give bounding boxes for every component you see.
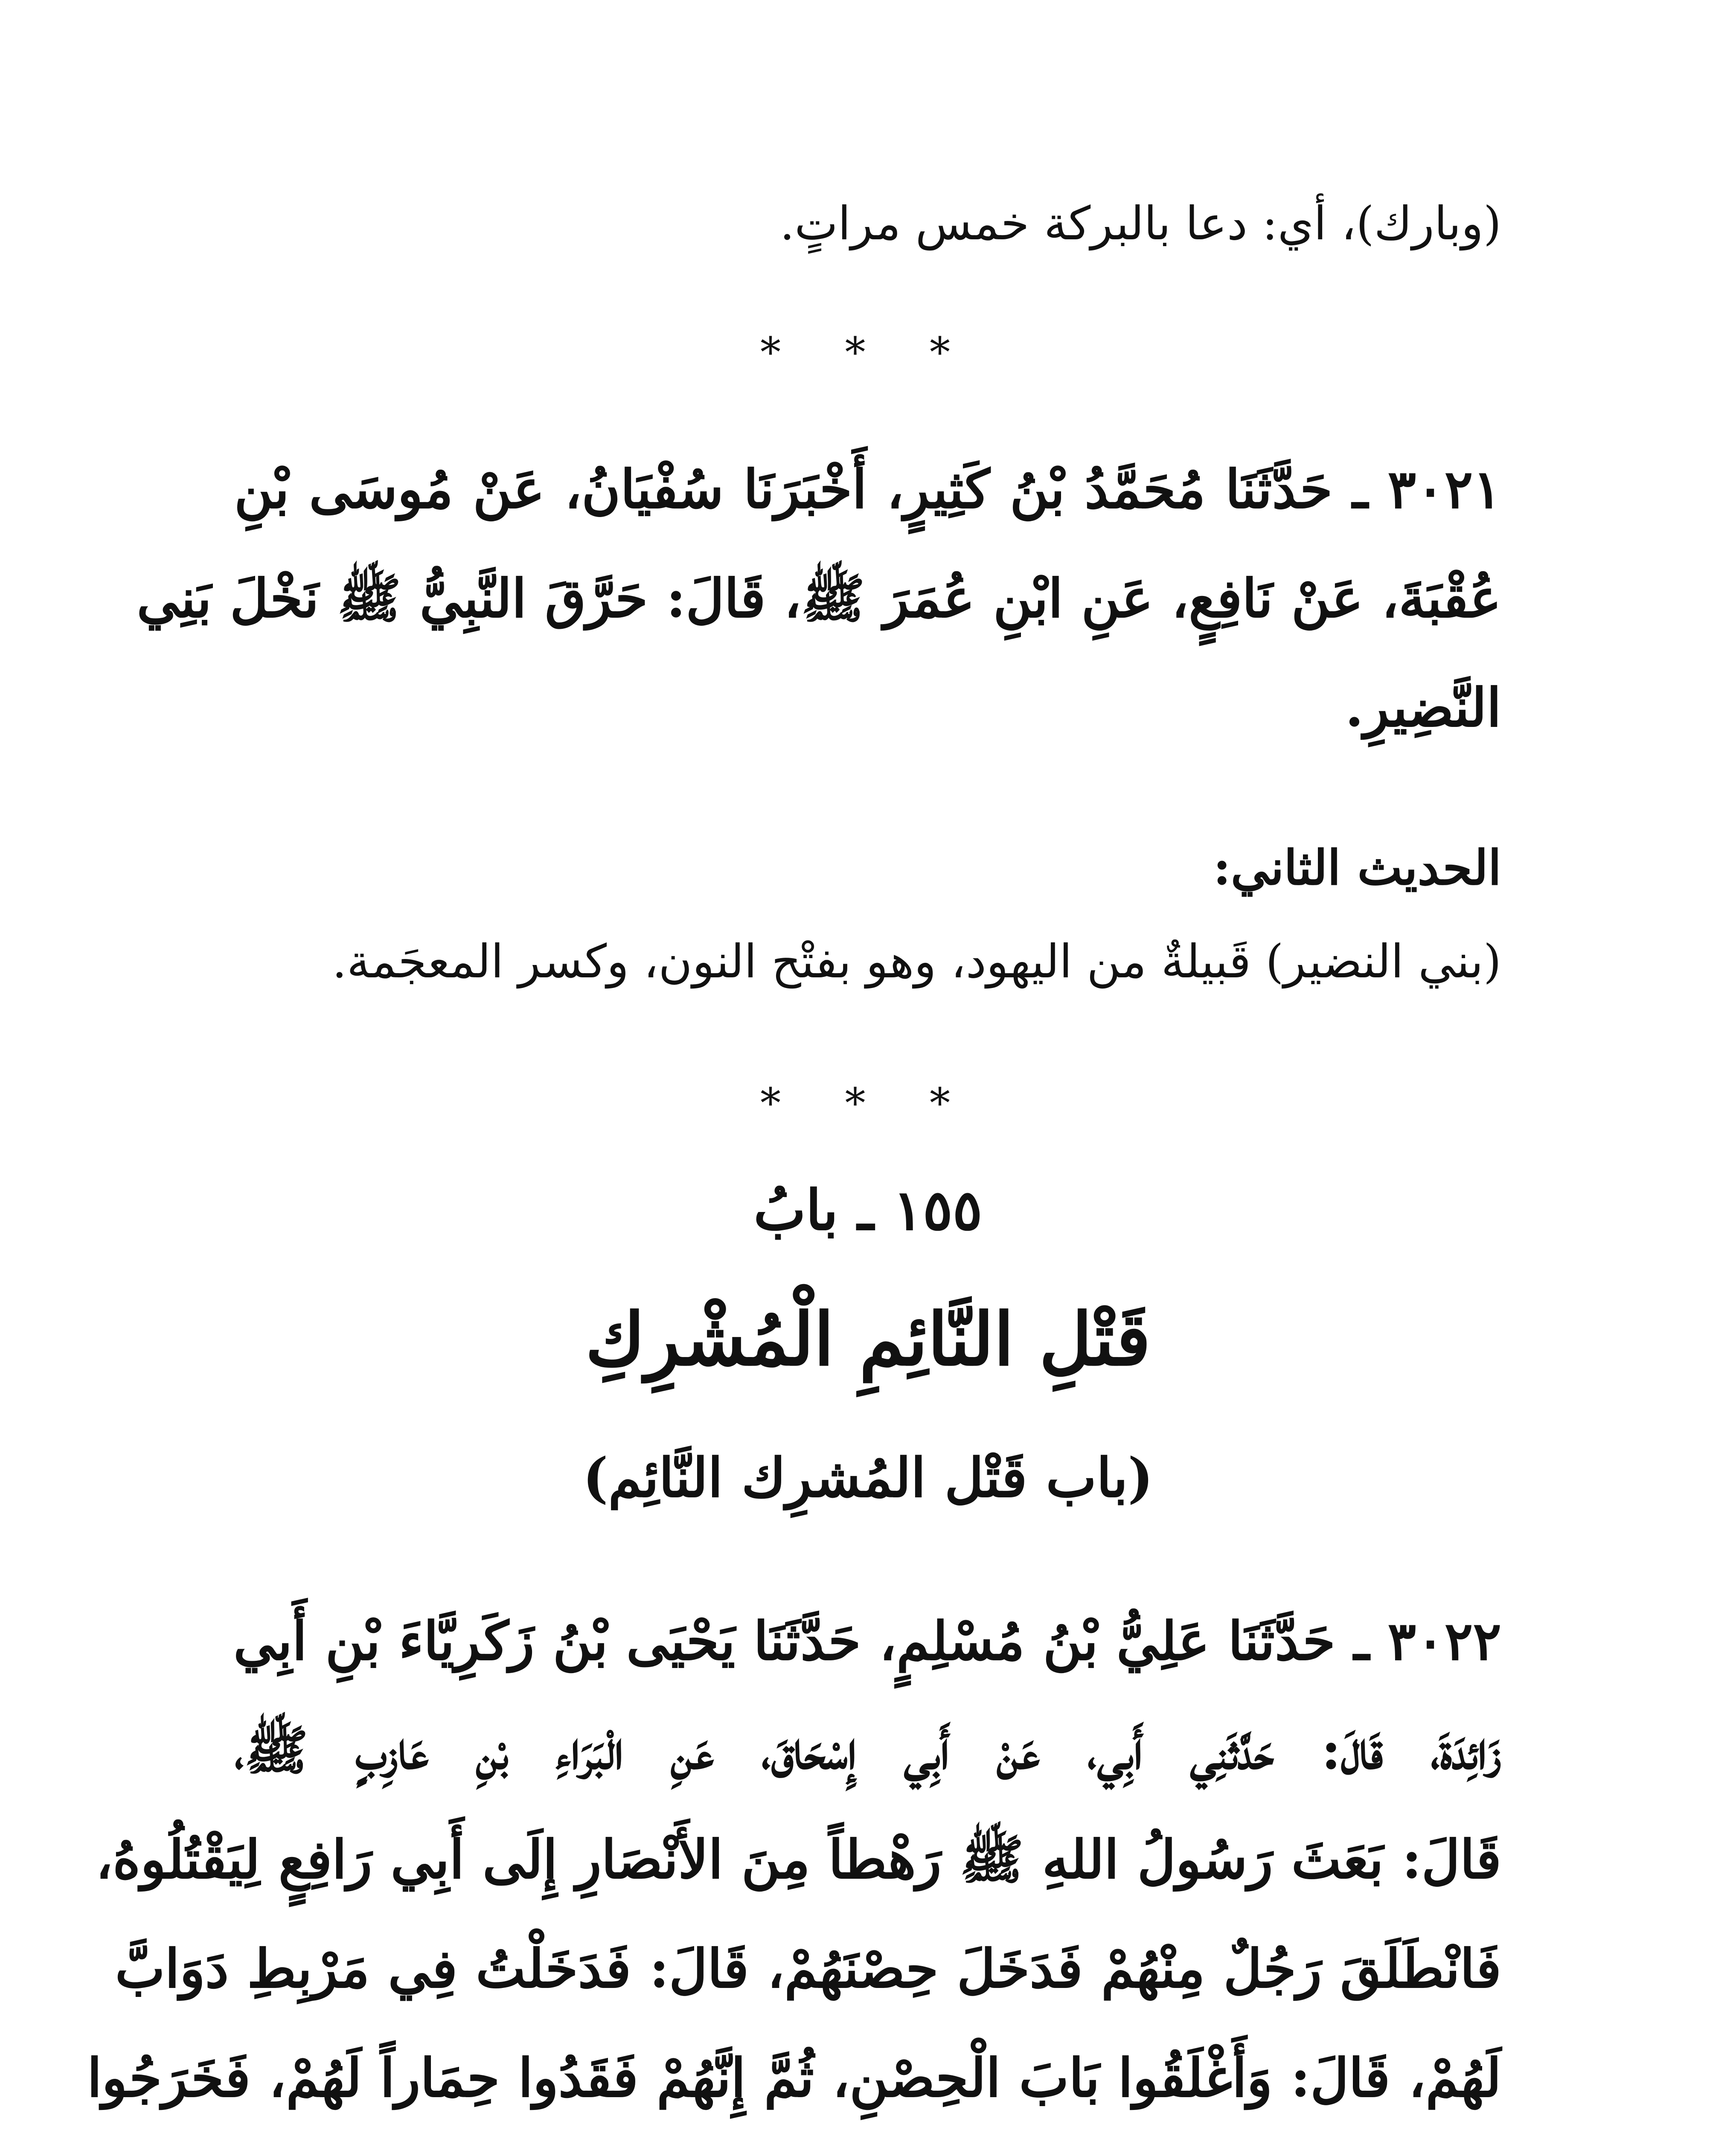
hadith-line: ٣٠٢١ ـ حَدَّثَنَا مُحَمَّدُ بْنُ كَثِيرٍ، أَخْبَرَنَا سُفْيَانُ، عَنْ مُوسَى بْنِ xyxy=(234,459,1501,520)
section-separator: * * * xyxy=(760,328,976,376)
hadith-line: زَائِدَةَ، قَالَ: حَدَّثَنِي أَبِي، عَنْ أَبِي إِسْحَاقَ، عَنِ الْبَرَاءِ بْنِ عَازِبٍ ﷺ، xyxy=(234,1720,1501,1781)
hadith-line: ٣٠٢٢ ـ حَدَّثَنَا عَلِيُّ بْنُ مُسْلِمٍ، حَدَّثَنَا يَحْيَى بْنُ زَكَرِيَّاءَ بْنِ أَبِي xyxy=(233,1610,1501,1672)
hadith-3021 xyxy=(137,435,1501,763)
commentary-top-text: (وبارك)، أي: دعا بالبركة خمس مراتٍ. xyxy=(779,197,1501,250)
hadith-line: فَانْطَلَقَ رَجُلٌ مِنْهُمْ فَدَخَلَ حِصْنَهُمْ، قَالَ: فَدَخَلْتُ فِي مَرْبِطِ دَوَابَّ xyxy=(115,1938,1501,2000)
commentary-text: (بني النضير) قَبيلةٌ من اليهود، وهو بفتْح النون، وكسر المعجَمة. xyxy=(332,935,1501,988)
commentary-second xyxy=(234,832,1501,994)
hadith-line: قَالَ: بَعَثَ رَسُولُ اللهِ ﷺ رَهْطاً مِنَ الأَنْصَارِ إِلَى أَبِي رَافِعٍ لِيَقْتُلُوهُ، xyxy=(96,1829,1501,1891)
bab-title: قَتْلِ النَّائِمِ الْمُشْرِكِ xyxy=(585,1297,1151,1382)
hadith-line: النَّضِيرِ. xyxy=(1345,677,1501,739)
section-separator: * * * xyxy=(760,1079,976,1127)
hadith-3022 xyxy=(87,1587,1501,2133)
commentary-top xyxy=(234,192,1501,256)
hadith-line: عُقْبَةَ، عَنْ نَافِعٍ، عَنِ ابْنِ عُمَرَ ﷺ، قَالَ: حَرَّقَ النَّبِيُّ ﷺ نَخْلَ بَنِي xyxy=(137,568,1501,630)
bab-subtitle: (باب قَتْل المُشرِك النَّائِم) xyxy=(582,1446,1154,1509)
commentary-heading: الحديث الثاني: xyxy=(1213,840,1501,896)
hadith-line: لَهُمْ، قَالَ: وَأَغْلَقُوا بَابَ الْحِصْنِ، ثُمَّ إِنَّهُمْ فَقَدُوا حِمَاراً لَهُمْ، فَخَرَجُوا xyxy=(87,2047,1501,2109)
bab-number: ١٥٥ ـ بابُ xyxy=(753,1177,983,1243)
